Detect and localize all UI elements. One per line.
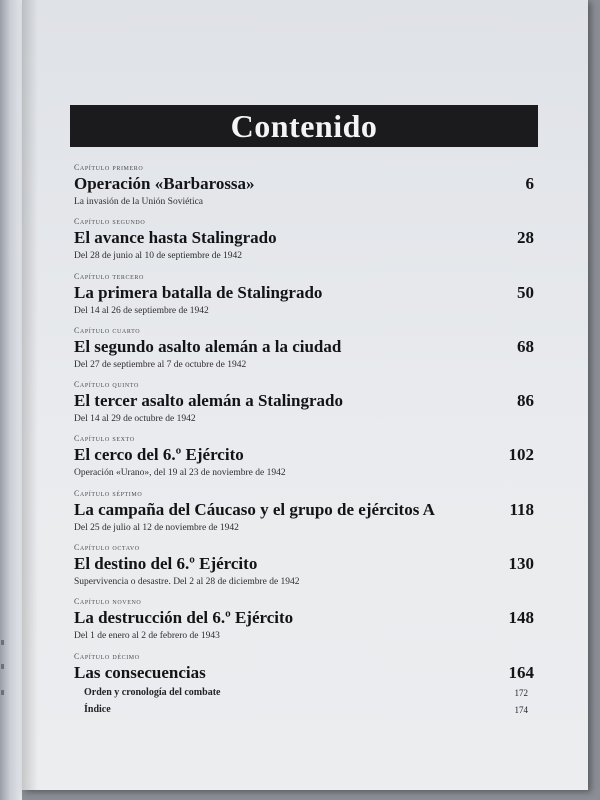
extra-entry-label: Orden y cronología del combate bbox=[84, 686, 221, 698]
toc-entry[interactable] bbox=[74, 160, 534, 214]
chapter-label: Capítulo séptimo bbox=[74, 488, 143, 498]
chapter-subtitle: Del 14 al 29 de octubre de 1942 bbox=[74, 414, 196, 425]
chapter-heading: El avance hasta Stalingrado bbox=[74, 228, 277, 248]
chapter-subtitle: Del 1 de enero al 2 de febrero de 1943 bbox=[74, 631, 220, 642]
toc-extra-entry[interactable] bbox=[74, 685, 534, 702]
chapter-label: Capítulo noveno bbox=[74, 597, 142, 607]
toc-entry[interactable] bbox=[74, 269, 534, 323]
chapter-page-number: 164 bbox=[508, 662, 534, 682]
chapter-page-number: 6 bbox=[525, 174, 534, 193]
page-edge-mark bbox=[1, 690, 4, 695]
table-of-contents bbox=[74, 160, 534, 719]
chapter-label: Capítulo cuarto bbox=[74, 325, 141, 335]
chapter-subtitle: Del 25 de julio al 12 de noviembre de 1942 bbox=[74, 522, 239, 533]
chapter-subtitle: Del 14 al 26 de septiembre de 1942 bbox=[74, 305, 209, 316]
chapter-label: Capítulo segundo bbox=[74, 217, 146, 227]
toc-entry[interactable] bbox=[74, 594, 534, 648]
chapter-heading: La campaña del Cáucaso y el grupo de ejércitos A bbox=[74, 499, 435, 519]
chapter-heading: El cerco del 6.º Ejército bbox=[74, 445, 244, 465]
chapter-subtitle: Del 28 de junio al 10 de septiembre de 1942 bbox=[74, 251, 243, 262]
page-edge-mark bbox=[1, 640, 4, 645]
toc-entry[interactable] bbox=[74, 649, 534, 685]
chapter-page-number: 28 bbox=[517, 228, 534, 248]
chapter-label: Capítulo décimo bbox=[74, 651, 140, 661]
chapter-label: Capítulo quinto bbox=[74, 380, 139, 390]
extra-entry-page-number: 174 bbox=[514, 704, 528, 715]
toc-entry[interactable] bbox=[74, 377, 534, 431]
chapter-page-number: 118 bbox=[509, 499, 534, 519]
chapter-page-number: 102 bbox=[508, 445, 534, 465]
chapter-page-number: 86 bbox=[517, 391, 534, 411]
chapter-heading: El tercer asalto alemán a Stalingrado bbox=[74, 391, 343, 411]
title-banner bbox=[70, 105, 538, 147]
page-edge-mark bbox=[1, 664, 4, 669]
chapter-page-number: 68 bbox=[517, 336, 534, 356]
facing-page-edge bbox=[0, 0, 22, 800]
chapter-heading: Operación «Barbarossa» bbox=[74, 174, 255, 193]
chapter-label: Capítulo sexto bbox=[74, 434, 135, 444]
chapter-heading: Las consecuencias bbox=[74, 662, 206, 682]
toc-entry[interactable] bbox=[74, 431, 534, 485]
chapter-label: Capítulo tercero bbox=[74, 271, 144, 281]
chapter-subtitle: La invasión de la Unión Soviética bbox=[74, 197, 204, 207]
chapter-heading: La primera batalla de Stalingrado bbox=[74, 282, 323, 302]
chapter-page-number: 130 bbox=[508, 554, 534, 574]
chapter-subtitle: Supervivencia o desastre. Del 2 al 28 de diciembre de 1942 bbox=[74, 577, 300, 588]
chapter-heading: El destino del 6.º Ejército bbox=[74, 554, 258, 574]
chapter-subtitle: Del 27 de septiembre al 7 de octubre de 1942 bbox=[74, 359, 247, 370]
chapter-subtitle: Operación «Urano», del 19 al 23 de noviembre de 1942 bbox=[74, 468, 286, 479]
chapter-heading: El segundo asalto alemán a la ciudad bbox=[74, 336, 342, 356]
toc-entry[interactable] bbox=[74, 540, 534, 594]
chapter-page-number: 148 bbox=[508, 608, 534, 628]
chapter-heading: La destrucción del 6.º Ejército bbox=[74, 608, 294, 628]
chapter-label: Capítulo primero bbox=[74, 163, 144, 172]
toc-extra-entry[interactable] bbox=[74, 702, 534, 719]
extra-entry-page-number: 172 bbox=[514, 687, 528, 698]
toc-entry[interactable] bbox=[74, 214, 534, 268]
toc-entry[interactable] bbox=[74, 486, 534, 540]
toc-entry[interactable] bbox=[74, 323, 534, 377]
chapter-label: Capítulo octavo bbox=[74, 543, 140, 553]
spine-shadow bbox=[22, 0, 38, 790]
page-title: Contenido bbox=[230, 107, 378, 144]
extra-entry-label: Índice bbox=[84, 703, 111, 715]
chapter-page-number: 50 bbox=[517, 282, 534, 302]
